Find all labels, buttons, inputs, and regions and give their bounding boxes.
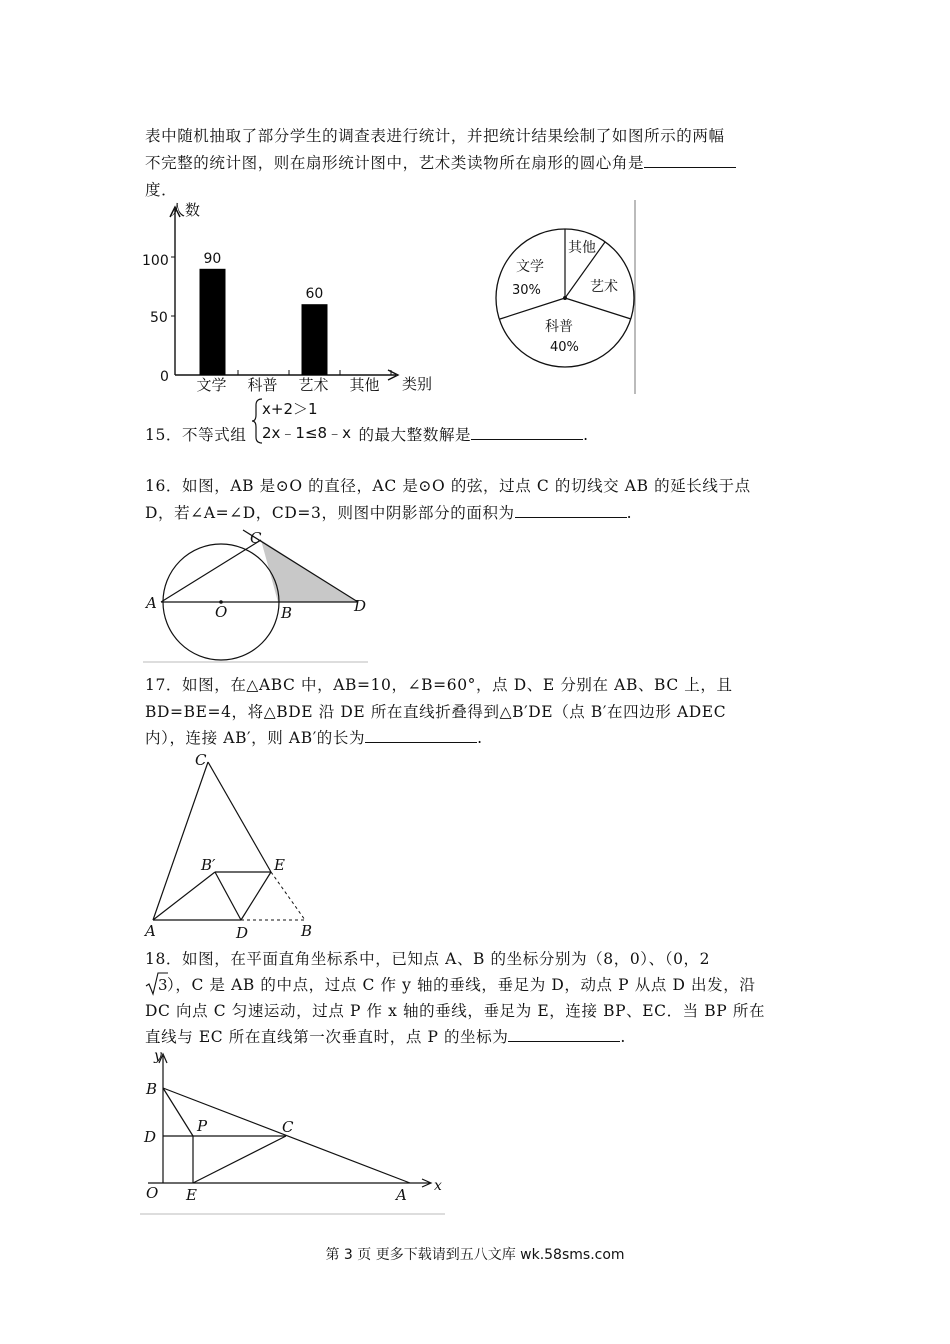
q16-chord-ac [161, 540, 261, 602]
q18-line-4-text: 直线与 EC 所在直线第一次垂直时，点 P 的坐标为 [145, 1028, 509, 1046]
q16-line-2-text: D，若∠A=∠D，CD=3，则图中阴影部分的面积为 [145, 504, 515, 522]
pie-label-wenxue: 文学 [516, 259, 544, 275]
bar-x-axis-title: 类别 [402, 375, 433, 393]
q15-end: . [583, 426, 589, 444]
q18-label-b: B [146, 1080, 158, 1098]
q16-label-o: O [215, 603, 228, 621]
q17-segment-abp [153, 872, 215, 920]
q18-line-4 [145, 1025, 810, 1050]
bar-y-tick-0: 0 [160, 369, 169, 385]
bar-yishu [302, 304, 328, 375]
pie-label-yishu: 艺术 [590, 279, 618, 295]
q17-figure [143, 752, 323, 944]
q17-line-3-text: 内），连接 AB′，则 AB′的长为 [145, 729, 366, 747]
q18-sqrt-sign [145, 970, 169, 998]
q18-segment-ec [193, 1136, 286, 1183]
q14-line-2 [145, 151, 810, 176]
q18-label-d: D [144, 1128, 157, 1146]
q17-line-3 [145, 726, 810, 751]
q17-label-d: D [236, 924, 249, 942]
pie-label-kepu: 科普 [545, 319, 573, 335]
bar-y-axis-title: 人数 [170, 201, 201, 219]
q17-segment-bpd [215, 872, 241, 920]
q16-label-c: C [250, 529, 262, 547]
q17-side-ce [208, 762, 271, 872]
q18-label-c: C [282, 1118, 294, 1136]
bar-x-tick-kepu: 科普 [247, 376, 278, 394]
bar-y-tick-50: 50 [150, 310, 168, 326]
q14-line-3: 度． [145, 181, 178, 199]
q18-label-a: A [396, 1186, 407, 1204]
q18-sqrt-value: 3 [158, 976, 168, 994]
q17-label-e: E [274, 856, 285, 874]
q14-line-1: 表中随机抽取了部分学生的调查表进行统计，并把统计结果绘制了如图所示的两幅 [145, 127, 725, 145]
q17-label-c: C [195, 751, 207, 769]
pie-divider-kepu-wenxue [500, 298, 565, 319]
q18-label-y: y [154, 1048, 162, 1064]
bar-x-tick-wenxue: 文学 [196, 376, 227, 394]
answer-blank-18 [508, 1025, 620, 1042]
q17-end: . [477, 729, 483, 747]
q16-end: . [626, 504, 633, 522]
q18-line-2 [145, 973, 810, 998]
q16-figure [143, 528, 373, 666]
q16-label-b: B [281, 604, 293, 622]
q18-line-2-text: ），C 是 AB 的中点，过点 C 作 y 轴的垂线，垂足为 D，动点 P 从点 D 出发，沿 [167, 976, 756, 994]
pie-divider-yishu-kepu [565, 298, 631, 319]
q18-line-1: 18．如图，在平面直角坐标系中，已知点 A、B 的坐标分别为（8，0）、（0，2 [145, 950, 711, 968]
q17-side-ac [153, 762, 208, 920]
q18-end: . [620, 1028, 626, 1046]
q18-label-o: O [146, 1184, 159, 1202]
q18-line-3: DC 向点 C 匀速运动，过点 P 作 x 轴的垂线，垂足为 E，连接 BP、EC．当 BP 所在 [145, 1002, 766, 1020]
q15-prefix: 15．不等式组 [145, 426, 247, 444]
q16-label-a: A [146, 594, 157, 612]
pie-percent-kepu: 40% [550, 340, 579, 355]
bar-data-label: 60 [305, 286, 324, 303]
answer-blank-14 [644, 151, 736, 168]
q18-label-e: E [186, 1186, 197, 1204]
q17-label-bprime: B′ [201, 856, 216, 874]
pie-percent-wenxue: 30% [512, 283, 541, 298]
q14-line-2-text: 不完整的统计图，则在扇形统计图中，艺术类读物所在扇形的圆心角是 [145, 154, 645, 172]
q15-suffix: 的最大整数解是 [358, 426, 472, 444]
q17-line-2: BD=BE=4，将△BDE 沿 DE 所在直线折叠得到△B′DE（点 B′在四边形 ADEC [145, 703, 727, 721]
q16-line-2 [145, 501, 810, 526]
answer-blank-16 [515, 501, 627, 518]
q18-label-p: P [197, 1117, 208, 1135]
answer-blank-17 [365, 726, 477, 743]
bar-wenxue [200, 269, 226, 375]
q15-line [145, 423, 810, 448]
q17-label-b: B [301, 922, 313, 940]
q17-fold-de [241, 872, 271, 920]
q18-figure [140, 1048, 450, 1218]
q17-line-1: 17．如图，在△ABC 中，AB=10，∠B=60°，点 D、E 分别在 AB、BC 上，且 [145, 676, 733, 694]
answer-blank-15 [471, 423, 583, 440]
page-footer: 第 3 页 更多下载请到五八文库 wk.58sms.com [325, 1247, 625, 1263]
bar-chart [140, 195, 450, 400]
q18-label-x: x [434, 1178, 442, 1194]
pie-chart [488, 198, 638, 398]
q15-inequality-system [262, 397, 351, 445]
q15-inequality-1: x+2＞1 [262, 400, 318, 418]
bar-x-tick-yishu: 艺术 [298, 376, 329, 394]
bar-x-tick-qita: 其他 [349, 376, 380, 394]
q16-line-1: 16．如图，AB 是⊙O 的直径，AC 是⊙O 的弦，过点 C 的切线交 AB 的延长线于点 [145, 477, 751, 495]
pie-center-dot [563, 296, 567, 300]
q17-dashed-eb [271, 872, 305, 920]
q16-label-d: D [354, 597, 367, 615]
q15-inequality-2: 2x﹣1≤8﹣x [262, 424, 351, 442]
bar-data-label: 90 [203, 250, 222, 267]
pie-label-qita: 其他 [568, 240, 596, 256]
q18-segment-bp [163, 1088, 193, 1136]
q17-label-a: A [145, 922, 156, 940]
bar-y-tick-100: 100 [142, 253, 169, 269]
